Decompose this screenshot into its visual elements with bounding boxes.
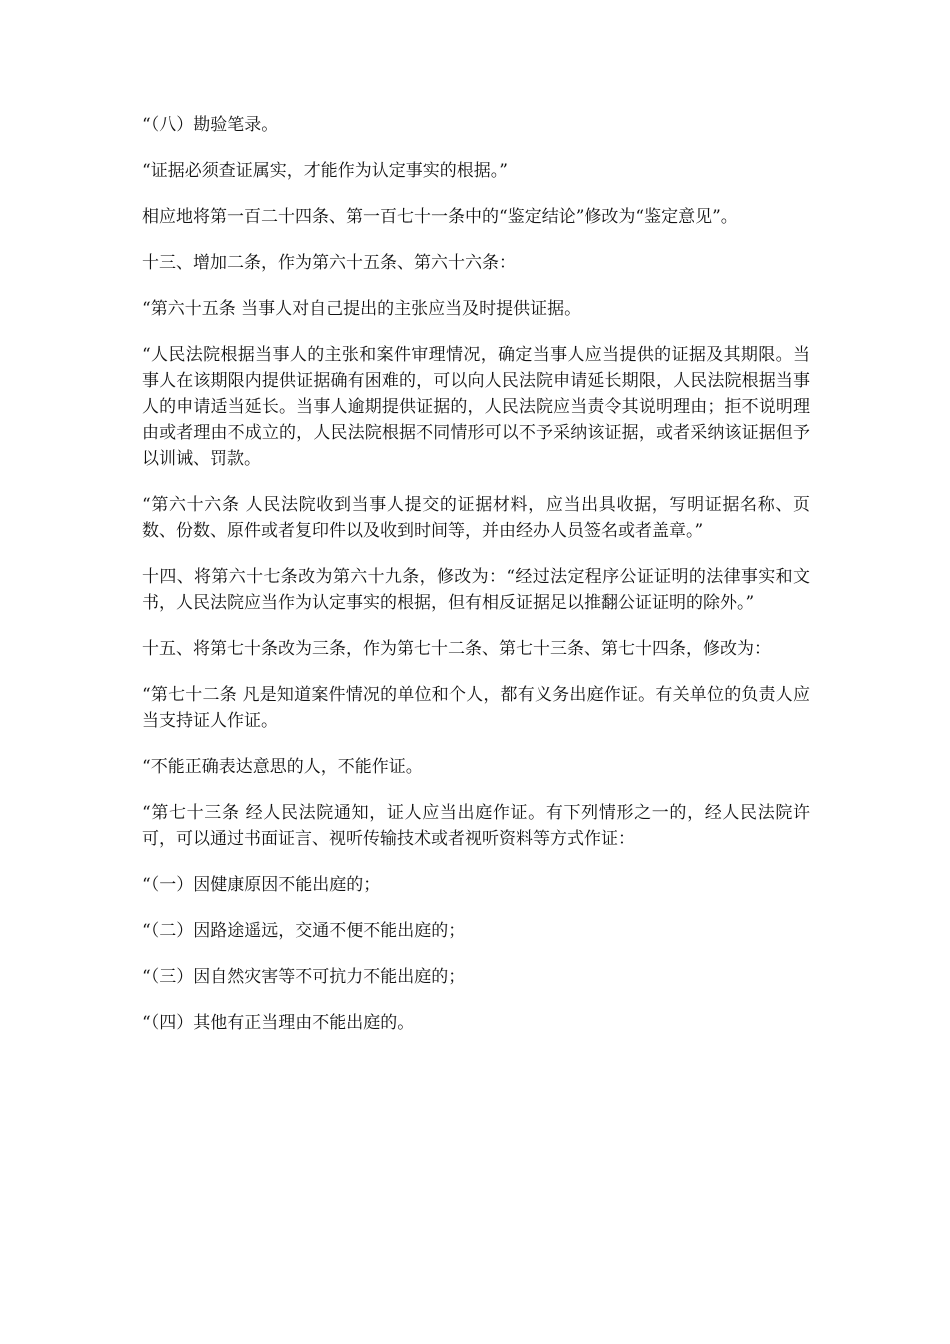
paragraph-section-13: 十三、增加二条，作为第六十五条、第六十六条： [142, 253, 516, 273]
paragraph-article-73: “第七十三条 经人民法院通知，证人应当出庭作证。有下列情形之一的，经人民法院许可，可以通过书面证言、视听传输技术或者视听资料等方式作证： [142, 803, 810, 849]
paragraph-article-72-incapable: “不能正确表达意思的人，不能作证。 [142, 757, 423, 777]
paragraph-item-8-survey-record: “（八）勘验笔录。 [142, 115, 279, 135]
paragraph-article-73-item-3: “（三）因自然灾害等不可抗力不能出庭的； [142, 967, 466, 987]
paragraph-article-72: “第七十二条 凡是知道案件情况的单位和个人，都有义务出庭作证。有关单位的负责人应当支持证人作证。 [142, 685, 810, 731]
paragraph-article-73-item-1: “（一）因健康原因不能出庭的； [142, 875, 381, 895]
paragraph-article-73-item-4: “（四）其他有正当理由不能出庭的。 [142, 1013, 415, 1033]
paragraph-evidence-verification: “证据必须查证属实，才能作为认定事实的根据。” [142, 161, 508, 181]
paragraph-article-73-item-2: “（二）因路途遥远，交通不便不能出庭的； [142, 921, 466, 941]
paragraph-article-66: “第六十六条 人民法院收到当事人提交的证据材料，应当出具收据，写明证据名称、页数、份数、原件或者复印件以及收到时间等，并由经办人员签名或者盖章。” [142, 495, 810, 541]
paragraph-article-65: “第六十五条 当事人对自己提出的主张应当及时提供证据。 [142, 299, 582, 319]
paragraph-article-65-term: “人民法院根据当事人的主张和案件审理情况，确定当事人应当提供的证据及其期限。当事人在该期限内提供证据确有困难的，可以向人民法院申请延长期限，人民法院根据当事人的申请适当延长。当事人逾期提供证据的，人民法院应当责令其说明理由；拒不说明理由或者理由不成立的，人民法院根据不同情形可以不予采纳该证据，或者采纳该证据但予以训诫、罚款。 [142, 345, 810, 469]
paragraph-section-15: 十五、将第七十条改为三条，作为第七十二条、第七十三条、第七十四条，修改为： [142, 639, 771, 659]
document-body [142, 112, 810, 1056]
paragraph-appraisal-amendment: 相应地将第一百二十四条、第一百七十一条中的“鉴定结论”修改为“鉴定意见”。 [142, 207, 738, 227]
paragraph-section-14: 十四、将第六十七条改为第六十九条，修改为：“经过法定程序公证证明的法律事实和文书，人民法院应当作为认定事实的根据，但有相反证据足以推翻公证证明的除外。” [142, 567, 810, 613]
